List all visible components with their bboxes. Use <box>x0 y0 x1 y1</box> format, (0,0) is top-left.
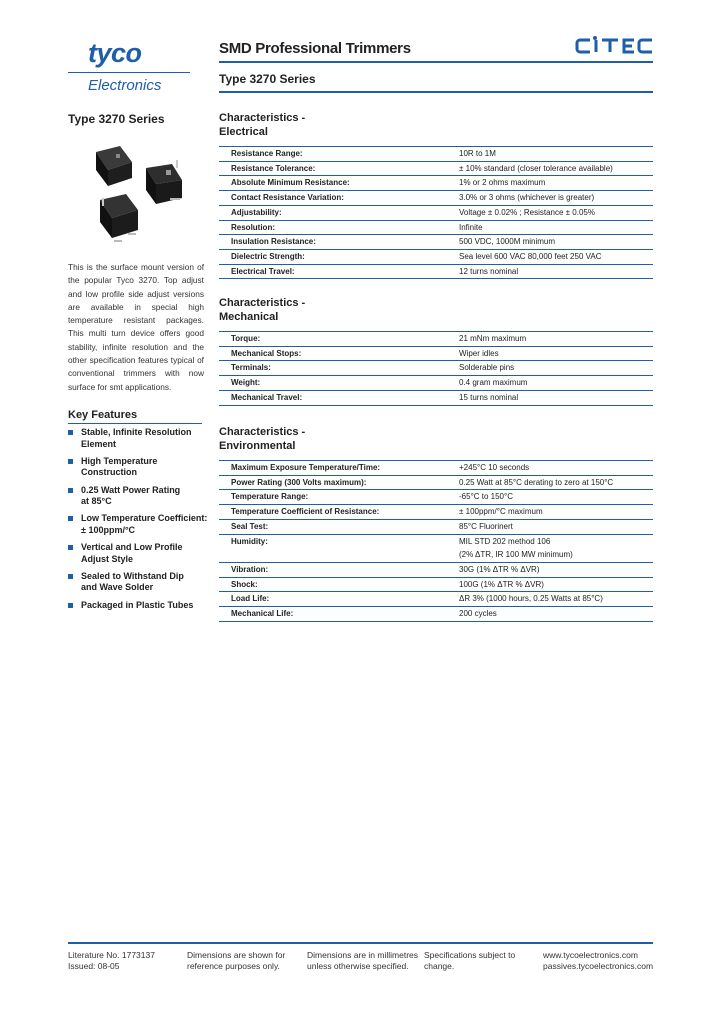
key-feature-line: at 85°C <box>81 496 112 507</box>
key-feature-line: High Temperature <box>81 455 158 466</box>
key-features-title: Key Features <box>68 409 138 421</box>
spec-row <box>219 346 653 361</box>
spec-row <box>219 361 653 376</box>
intro-paragraph: This is the surface mount version of the popular Tyco 3270. Top adjust and low profile side adjust versions are available in special high temperature resistant packages. This multi turn device offers good stability, infinite resolution and the other specification features typical of conventional trimmers with now surface for smt applications. <box>68 262 204 392</box>
spec-row <box>219 332 653 346</box>
footer-website-link[interactable]: www.tycoelectronics.com <box>543 950 638 960</box>
spec-row <box>219 205 653 220</box>
spec-value <box>455 264 653 279</box>
mechanical-section-title <box>219 297 305 324</box>
footer-specs-note <box>424 950 515 972</box>
spec-value-line: ± 100ppm/°C maximum <box>459 507 543 517</box>
bullet-square-icon <box>68 459 73 464</box>
key-feature-line: 0.25 Watt Power Rating <box>81 484 181 495</box>
spec-row <box>219 519 653 534</box>
spec-value <box>455 376 653 391</box>
spec-value <box>455 577 653 592</box>
spec-row <box>219 461 653 475</box>
spec-value <box>455 475 653 490</box>
environmental-section-title <box>219 426 305 453</box>
spec-label: Resolution: <box>219 220 455 235</box>
spec-value-line: Voltage ± 0.02% ; Resistance ± 0.05% <box>459 207 595 217</box>
spec-value <box>455 176 653 191</box>
trimmer-3 <box>100 194 138 242</box>
subtitle-divider <box>219 91 653 93</box>
footer-issue-date: Issued: 08-05 <box>68 961 120 971</box>
bullet-square-icon <box>68 545 73 550</box>
spec-row <box>219 264 653 279</box>
spec-value <box>455 346 653 361</box>
footer-specs-line-2: change. <box>424 961 455 971</box>
spec-label: Dielectric Strength: <box>219 249 455 264</box>
spec-label: Shock: <box>219 577 455 592</box>
bullet-square-icon <box>68 430 73 435</box>
key-feature-item <box>68 600 208 612</box>
spec-value <box>455 519 653 534</box>
spec-value <box>455 562 653 577</box>
spec-label: Insulation Resistance: <box>219 235 455 250</box>
footer-literature <box>68 950 155 972</box>
spec-label: Maximum Exposure Temperature/Time: <box>219 461 455 475</box>
spec-label: Mechanical Life: <box>219 607 455 622</box>
spec-row <box>219 235 653 250</box>
key-feature-item <box>68 571 208 594</box>
title-divider <box>219 61 653 63</box>
key-feature-line: and Wave Solder <box>81 582 154 593</box>
spec-value <box>455 534 653 562</box>
spec-row <box>219 592 653 607</box>
spec-value <box>455 249 653 264</box>
spec-value-line: Solderable pins <box>459 363 515 373</box>
spec-value <box>455 607 653 622</box>
spec-value <box>455 461 653 475</box>
spec-row <box>219 562 653 577</box>
key-feature-line: Stable, Infinite Resolution <box>81 427 192 437</box>
spec-value <box>455 505 653 520</box>
spec-row <box>219 161 653 176</box>
footer-passives-link[interactable]: passives.tycoelectronics.com <box>543 961 654 971</box>
product-photo <box>78 140 202 252</box>
spec-value <box>455 361 653 376</box>
logo-divider <box>68 72 190 73</box>
spec-value <box>455 235 653 250</box>
spec-label: Mechanical Stops: <box>219 346 455 361</box>
spec-label: Temperature Coefficient of Resistance: <box>219 505 455 520</box>
footer-dimensions-line-1: Dimensions are shown for <box>187 950 286 960</box>
footer-dimensions-note <box>187 950 285 972</box>
key-feature-item <box>68 542 208 565</box>
spec-label: Terminals: <box>219 361 455 376</box>
spec-value-line: Sea level 600 VAC 80,000 feet 250 VAC <box>459 251 602 261</box>
spec-value <box>455 592 653 607</box>
electrical-table <box>219 147 653 279</box>
spec-label: Resistance Tolerance: <box>219 161 455 176</box>
spec-row <box>219 607 653 622</box>
spec-label: Seal Test: <box>219 519 455 534</box>
spec-value-line: Infinite <box>459 222 483 232</box>
brand-logo-tyco: tyco <box>88 38 142 68</box>
key-feature-line: Adjust Style <box>81 553 134 564</box>
spec-label: Load Life: <box>219 592 455 607</box>
spec-row <box>219 191 653 206</box>
spec-label: Temperature Range: <box>219 490 455 505</box>
spec-row <box>219 577 653 592</box>
electrical-section-title <box>219 112 305 139</box>
citec-logo <box>574 36 654 56</box>
key-feature-item <box>68 513 208 536</box>
brand-logo-electronics: Electronics <box>88 77 162 94</box>
spec-value <box>455 390 653 405</box>
key-feature-line: Packaged in Plastic Tubes <box>81 599 194 610</box>
footer-units-note <box>307 950 418 972</box>
mechanical-title-line-1: Characteristics - <box>219 297 306 309</box>
spec-row <box>219 249 653 264</box>
spec-row <box>219 376 653 391</box>
spec-label: Electrical Travel: <box>219 264 455 279</box>
footer-literature-number: Literature No. 1773137 <box>68 950 155 960</box>
spec-label: Vibration: <box>219 562 455 577</box>
footer-specs-line-1: Specifications subject to <box>424 950 516 960</box>
spec-label: Mechanical Travel: <box>219 390 455 405</box>
spec-label: Contact Resistance Variation: <box>219 191 455 206</box>
electrical-title-line-1: Characteristics - <box>219 112 306 124</box>
spec-value-line: 0.4 gram maximum <box>459 378 528 388</box>
spec-value-line: 200 cycles <box>459 609 497 619</box>
footer-units-line-2: unless otherwise specified. <box>307 961 409 971</box>
key-features-list <box>68 427 208 617</box>
spec-value-line: 1% or 2 ohms maximum <box>459 178 546 188</box>
spec-value <box>455 147 653 161</box>
spec-value-line: 3.0% or 3 ohms (whichever is greater) <box>459 193 595 203</box>
spec-value <box>455 332 653 346</box>
footer-units-line-1: Dimensions are in millimetres <box>307 950 419 960</box>
series-title: Type 3270 Series <box>68 112 165 126</box>
spec-row <box>219 534 653 562</box>
spec-value-line: +245°C 10 seconds <box>459 463 530 472</box>
trimmer-1 <box>96 146 132 186</box>
spec-value <box>455 490 653 505</box>
footer-links[interactable] <box>543 950 653 972</box>
environmental-title-line-1: Characteristics - <box>219 426 306 438</box>
spec-value-line: 21 mNm maximum <box>459 334 527 343</box>
spec-value-line: 85°C Fluorinert <box>459 521 513 531</box>
spec-row <box>219 490 653 505</box>
spec-value <box>455 220 653 235</box>
spec-value-line: 30G (1% ΔTR % ΔVR) <box>459 564 540 574</box>
spec-value-line: 12 turns nominal <box>459 266 519 276</box>
spec-value-line: 500 VDC, 1000M minimum <box>459 237 556 247</box>
trimmer-2 <box>146 160 182 204</box>
spec-label: Absolute Minimum Resistance: <box>219 176 455 191</box>
environmental-title-line-2: Environmental <box>219 439 296 452</box>
key-feature-line: Sealed to Withstand Dip <box>81 570 184 581</box>
spec-value-line: -65°C to 150°C <box>459 492 513 502</box>
spec-value <box>455 205 653 220</box>
bullet-square-icon <box>68 574 73 579</box>
mechanical-table <box>219 332 653 406</box>
spec-value-line: Wiper idles <box>459 348 499 358</box>
key-feature-line: Vertical and Low Profile <box>81 542 183 553</box>
spec-value-line: ± 10% standard (closer tolerance available) <box>459 163 613 173</box>
bullet-square-icon <box>68 488 73 493</box>
spec-row <box>219 176 653 191</box>
spec-value-line: ΔR 3% (1000 hours, 0.25 Watts at 85°C) <box>459 594 603 604</box>
spec-value-line: 100G (1% ΔTR % ΔVR) <box>459 579 544 589</box>
spec-value <box>455 191 653 206</box>
spec-value-line: 15 turns nominal <box>459 392 519 402</box>
footer-divider <box>68 942 653 944</box>
key-feature-item <box>68 485 208 508</box>
key-feature-line: Construction <box>81 467 137 478</box>
spec-value <box>455 161 653 176</box>
environmental-table <box>219 461 653 622</box>
spec-value-line: MIL STD 202 method 106 <box>459 536 551 546</box>
spec-value-line: (2% ΔTR, IR 100 MW minimum) <box>459 550 573 560</box>
spec-row <box>219 505 653 520</box>
bullet-square-icon <box>68 603 73 608</box>
spec-row <box>219 147 653 161</box>
spec-row <box>219 220 653 235</box>
spec-row <box>219 475 653 490</box>
spec-label: Weight: <box>219 376 455 391</box>
electrical-title-line-2: Electrical <box>219 125 268 138</box>
mechanical-title-line-2: Mechanical <box>219 310 279 323</box>
footer-dimensions-line-2: reference purposes only. <box>187 961 280 971</box>
spec-row <box>219 390 653 405</box>
key-feature-line: Low Temperature Coefficient: <box>81 513 208 524</box>
key-feature-line: Element <box>81 438 117 449</box>
spec-label: Power Rating (300 Volts maximum): <box>219 475 455 490</box>
spec-label: Torque: <box>219 332 455 346</box>
key-feature-item <box>68 456 208 479</box>
bullet-square-icon <box>68 516 73 521</box>
spec-value-line: 0.25 Watt at 85°C derating to zero at 150°C <box>459 477 614 487</box>
key-feature-line: ± 100ppm/°C <box>81 524 136 535</box>
spec-label: Adjustability: <box>219 205 455 220</box>
spec-value-line: 10R to 1M <box>459 149 496 158</box>
key-feature-item <box>68 427 208 450</box>
spec-label: Resistance Range: <box>219 147 455 161</box>
document-title: SMD Professional Trimmers <box>219 40 411 57</box>
spec-label: Humidity: <box>219 534 455 562</box>
document-subtitle: Type 3270 Series <box>219 72 316 86</box>
key-features-divider <box>68 423 202 424</box>
